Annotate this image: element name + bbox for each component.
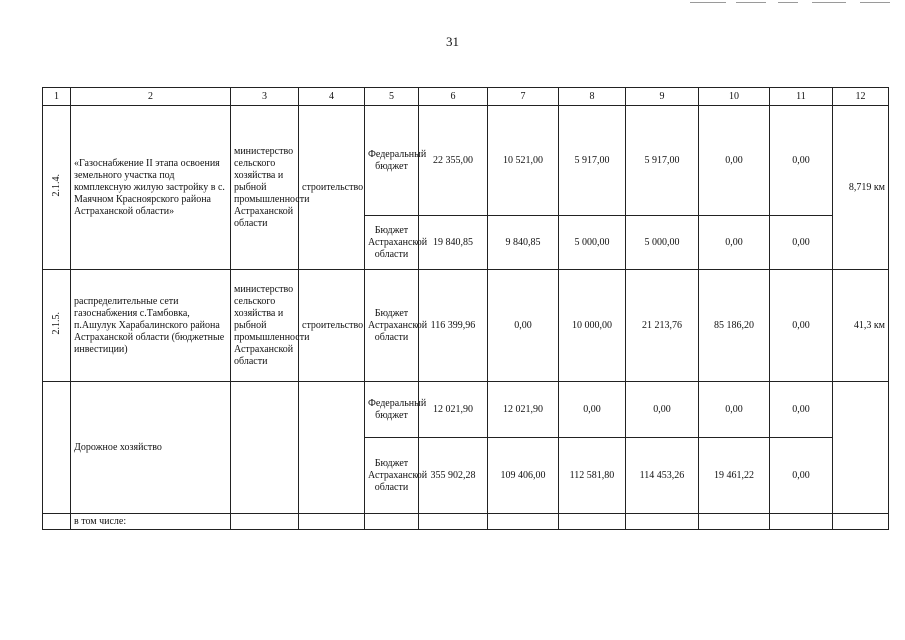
table-row xyxy=(43,382,889,438)
funding-source: Федеральный бюджет xyxy=(365,382,419,438)
value-cell: 19 461,22 xyxy=(699,438,770,514)
empty-cell xyxy=(488,514,559,530)
empty-cell xyxy=(419,514,488,530)
item-name: «Газоснабжение II этапа освоения земельного участка под комплексную жилую застройку в с. Маячном Красноярского района Астраханской области» xyxy=(71,106,231,270)
value-cell: 10 521,00 xyxy=(488,106,559,216)
scan-mark xyxy=(812,2,846,3)
value-cell: 85 186,20 xyxy=(699,270,770,382)
work-type: строительство xyxy=(299,270,365,382)
empty-cell xyxy=(770,514,833,530)
scan-mark xyxy=(690,2,726,3)
capacity-cell: 8,719 км xyxy=(833,106,889,270)
work-type: строительство xyxy=(299,106,365,270)
column-header: 5 xyxy=(365,88,419,106)
value-cell: 22 355,00 xyxy=(419,106,488,216)
funding-source: Бюджет Астраханской области xyxy=(365,438,419,514)
column-header: 3 xyxy=(231,88,299,106)
value-cell: 0,00 xyxy=(699,106,770,216)
column-header: 6 xyxy=(419,88,488,106)
value-cell: 0,00 xyxy=(770,270,833,382)
column-header-row xyxy=(43,88,889,106)
value-cell: 0,00 xyxy=(770,382,833,438)
empty-cell xyxy=(833,514,889,530)
row-code-cell xyxy=(43,106,71,270)
subtotal-label: в том числе: xyxy=(71,514,231,530)
value-cell: 0,00 xyxy=(559,382,626,438)
table-row xyxy=(43,270,889,382)
row-code-cell xyxy=(43,382,71,514)
ministry-name: министерство сельского хозяйства и рыбной промышленности Астраханской области xyxy=(231,106,299,270)
value-cell: 21 213,76 xyxy=(626,270,699,382)
empty-cell xyxy=(231,514,299,530)
ministry-name xyxy=(231,382,299,514)
value-cell: 0,00 xyxy=(488,270,559,382)
row-code: 2.1.4. xyxy=(50,174,62,197)
column-header: 7 xyxy=(488,88,559,106)
value-cell: 9 840,85 xyxy=(488,216,559,270)
column-header: 8 xyxy=(559,88,626,106)
value-cell: 114 453,26 xyxy=(626,438,699,514)
scan-mark xyxy=(778,2,798,3)
column-header: 2 xyxy=(71,88,231,106)
ministry-name: министерство сельского хозяйства и рыбной промышленности Астраханской области xyxy=(231,270,299,382)
empty-cell xyxy=(626,514,699,530)
funding-source: Бюджет Астраханской области xyxy=(365,216,419,270)
value-cell: 5 000,00 xyxy=(626,216,699,270)
row-code-cell xyxy=(43,514,71,530)
row-code-cell xyxy=(43,270,71,382)
table-row xyxy=(43,514,889,530)
row-code: 2.1.5. xyxy=(50,312,62,335)
funding-source: Федеральный бюджет xyxy=(365,106,419,216)
scan-mark xyxy=(860,2,890,3)
column-header: 11 xyxy=(770,88,833,106)
column-header: 12 xyxy=(833,88,889,106)
budget-table xyxy=(42,87,889,530)
work-type xyxy=(299,382,365,514)
value-cell: 112 581,80 xyxy=(559,438,626,514)
value-cell: 5 000,00 xyxy=(559,216,626,270)
page-number: 31 xyxy=(446,34,459,49)
capacity-cell xyxy=(833,382,889,514)
value-cell: 5 917,00 xyxy=(626,106,699,216)
scan-mark xyxy=(736,2,766,3)
value-cell: 5 917,00 xyxy=(559,106,626,216)
value-cell: 19 840,85 xyxy=(419,216,488,270)
column-header: 4 xyxy=(299,88,365,106)
table-row xyxy=(43,106,889,216)
column-header: 1 xyxy=(43,88,71,106)
column-header: 10 xyxy=(699,88,770,106)
empty-cell xyxy=(559,514,626,530)
funding-source: Бюджет Астраханской области xyxy=(365,270,419,382)
value-cell: 0,00 xyxy=(626,382,699,438)
empty-cell xyxy=(299,514,365,530)
value-cell: 0,00 xyxy=(770,216,833,270)
value-cell: 0,00 xyxy=(699,216,770,270)
capacity-cell: 41,3 км xyxy=(833,270,889,382)
empty-cell xyxy=(365,514,419,530)
item-name: распределительные сети газоснабжения с.Тамбовка, п.Ашулук Харабалинского района Астраханской области (бюджетные инвестиции) xyxy=(71,270,231,382)
value-cell: 355 902,28 xyxy=(419,438,488,514)
value-cell: 12 021,90 xyxy=(488,382,559,438)
value-cell: 109 406,00 xyxy=(488,438,559,514)
value-cell: 0,00 xyxy=(699,382,770,438)
value-cell: 10 000,00 xyxy=(559,270,626,382)
empty-cell xyxy=(699,514,770,530)
value-cell: 12 021,90 xyxy=(419,382,488,438)
column-header: 9 xyxy=(626,88,699,106)
item-name: Дорожное хозяйство xyxy=(71,382,231,514)
value-cell: 116 399,96 xyxy=(419,270,488,382)
value-cell: 0,00 xyxy=(770,438,833,514)
value-cell: 0,00 xyxy=(770,106,833,216)
